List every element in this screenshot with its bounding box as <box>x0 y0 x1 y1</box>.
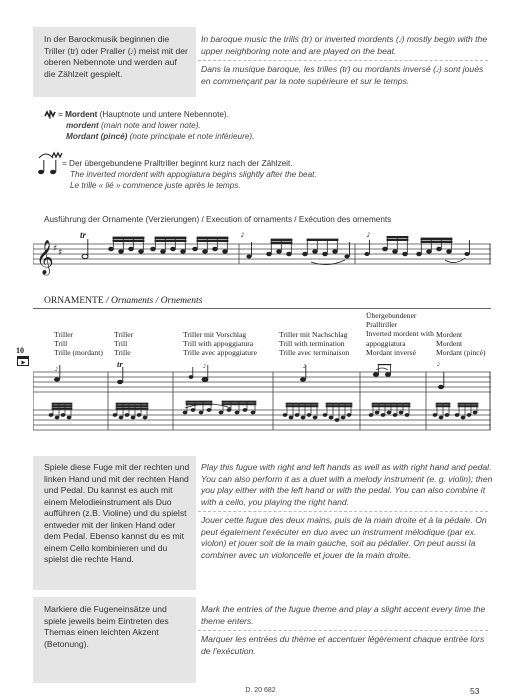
svg-text:♯: ♯ <box>58 248 63 258</box>
fugue-german-text: Spiele diese Fuge mit der rechten und linken Hand und mit der rechten Hand und Pedal. Du kannst es auch mit einem Melodieinstrument als Duo aufführen (z.B. Violine) und du spielst entweder mit der linken Hand oder dem Pedal. Ebenso kannst du es mit einem Cello kombinieren und du spielst die rechte Hand. <box>44 462 190 564</box>
label-line: Triller <box>114 330 134 339</box>
mordent-symbol-icon <box>44 110 57 119</box>
fugue-french-text: Jouer cette fugue des deux mains, puis de la main droite et à la pédale. On peut également l'exécuter en duo avec un instrument mélodique (par ex. violon) et jouer soit de la main gauche, soit au pédalier. On peut aussi la combiner avec un violoncelle et jouer de la main droite. <box>201 515 487 560</box>
intro-divider <box>198 60 488 61</box>
ornament-mordent-mark-1: 𝆕 <box>55 363 59 373</box>
intro-english-text: In baroque music the trills (tr) or inverted mordents (𝆕) mostly begin with the upper neighboring note and are played on the beat. <box>201 34 488 56</box>
label-line: Trille <box>114 348 131 358</box>
appoggiatura-text-de: = Der übergebundene Pralltriller beginnt kurz nach der Zählzeit. <box>62 159 293 168</box>
ornament-mordent-mark-3: 𝆕 <box>303 360 307 370</box>
label-line: Trill <box>114 339 128 349</box>
ornaments-title-de: ORNAMENTE <box>44 296 104 306</box>
mordent-title-en: mordent <box>66 121 99 130</box>
intro-french-text: Dans la musique baroque, les trilles (tr) ou mordants inversé (𝆕) sont joués en commençant par la note supérieure et sur le temps. <box>201 64 484 86</box>
label-line: Mordant inversé <box>366 347 416 357</box>
entries-divider <box>198 630 488 631</box>
ornament-trill-mark: tr <box>117 359 123 369</box>
label-line: Trill with termination <box>279 339 345 349</box>
label-line: Übergebundener Pralltriller <box>366 311 417 330</box>
ornaments-grand-staff <box>33 364 491 440</box>
ornament-label-trill-appoggiatura <box>183 330 279 358</box>
label-line: Trille (mordant) <box>54 348 103 358</box>
ornaments-title <box>44 296 202 306</box>
mordent-definition-en <box>66 120 446 131</box>
publisher-code: D. 20 682 <box>245 687 276 694</box>
intro-german-text: In der Barockmusik beginnen die Triller (tr) oder Praller (𝆕) meist mit der oberen Nebennote und werden auf die Zählzeit gespielt. <box>44 34 188 79</box>
mordent-definition-fr <box>66 131 446 142</box>
mordent-title-fr: Mordant (pincé) <box>66 132 128 141</box>
label-line: Trille avec terminaison <box>279 348 350 358</box>
appoggiatura-text-en: The inverted mordent with appogiatura begins slightly after the beat. <box>70 170 317 179</box>
fugue-divider <box>198 511 488 512</box>
appoggiatura-text-fr: Le trille « lié » commence juste après le temps. <box>70 181 241 190</box>
entries-french-text: Marquer les entrées du thème et accentuer légèrement chaque entrée lors de l'exécution. <box>201 634 485 656</box>
execution-mordent-mark-1: 𝆕 <box>241 229 245 240</box>
execution-treble-clef-icon: 𝄞 <box>36 240 54 275</box>
ornament-label-trill-termination <box>279 330 365 358</box>
mordent-rest-fr: (note principale et note inférieure). <box>127 132 255 141</box>
entries-german-text: Markiere die Fugeneinsätze und spiele jeweils beim Eintreten des Themas einen leichten Akzent (Betonung). <box>44 604 169 649</box>
ornament-mordent-mark-2: 𝆕 <box>203 360 207 370</box>
mordent-rest-de: (Hauptnote und untere Nebennote). <box>97 110 229 119</box>
label-line: Inverted mordent with appoggiatura <box>366 329 434 348</box>
execution-trill-mark: tr <box>80 230 87 240</box>
label-line: Trill with appoggiatura <box>183 339 254 349</box>
entries-english-text: Mark the entries of the fugue theme and play a slight accent every time the theme enters. <box>201 604 486 626</box>
ornament-mordent-mark-4: 𝆕 <box>437 358 441 368</box>
ornaments-title-rule <box>33 308 491 309</box>
mordent-definition-de: = Mordent (Hauptnote und untere Nebennote). <box>58 110 229 119</box>
label-line: Triller mit Vorschlag <box>183 330 247 339</box>
svg-text:♯: ♯ <box>53 244 58 254</box>
page-number: 53 <box>470 686 480 696</box>
execution-mordent-mark-2: 𝆕 <box>367 229 371 240</box>
label-line: Mordent <box>436 330 463 339</box>
mordent-title-de: Mordent <box>65 110 98 119</box>
fugue-english-text: Play this fugue with right and left hands as well as with right hand and pedal. You can also perform it as a duet with a melody instrument (e. g. violin); then you play either with the left hand or with the pedal. You can also combine it with a cello, you playing the right hand. <box>201 462 493 507</box>
video-icon[interactable] <box>17 356 29 366</box>
ornament-label-trill <box>114 330 174 358</box>
label-line: Triller <box>54 330 74 339</box>
label-line: Mordant (pincé) <box>436 348 486 358</box>
ornaments-title-rest: / Ornaments / Ornements <box>103 296 203 306</box>
label-line: Trill <box>54 339 68 349</box>
execution-heading: Ausführung der Ornamente (Verzierungen) / Execution of ornaments / Exécution des ornements <box>44 215 392 224</box>
measure-number: 10 <box>16 346 24 355</box>
label-line: Mordent <box>436 339 463 349</box>
label-line: Trille avec appoggiature <box>183 348 257 358</box>
execution-staff <box>33 236 491 280</box>
ornament-label-inverted-mordent <box>366 311 434 357</box>
mordent-rest-en: (main note and lower note). <box>98 121 201 130</box>
ornament-label-mordent <box>436 330 496 358</box>
label-line: Triller mit Nachschlag <box>279 330 348 339</box>
